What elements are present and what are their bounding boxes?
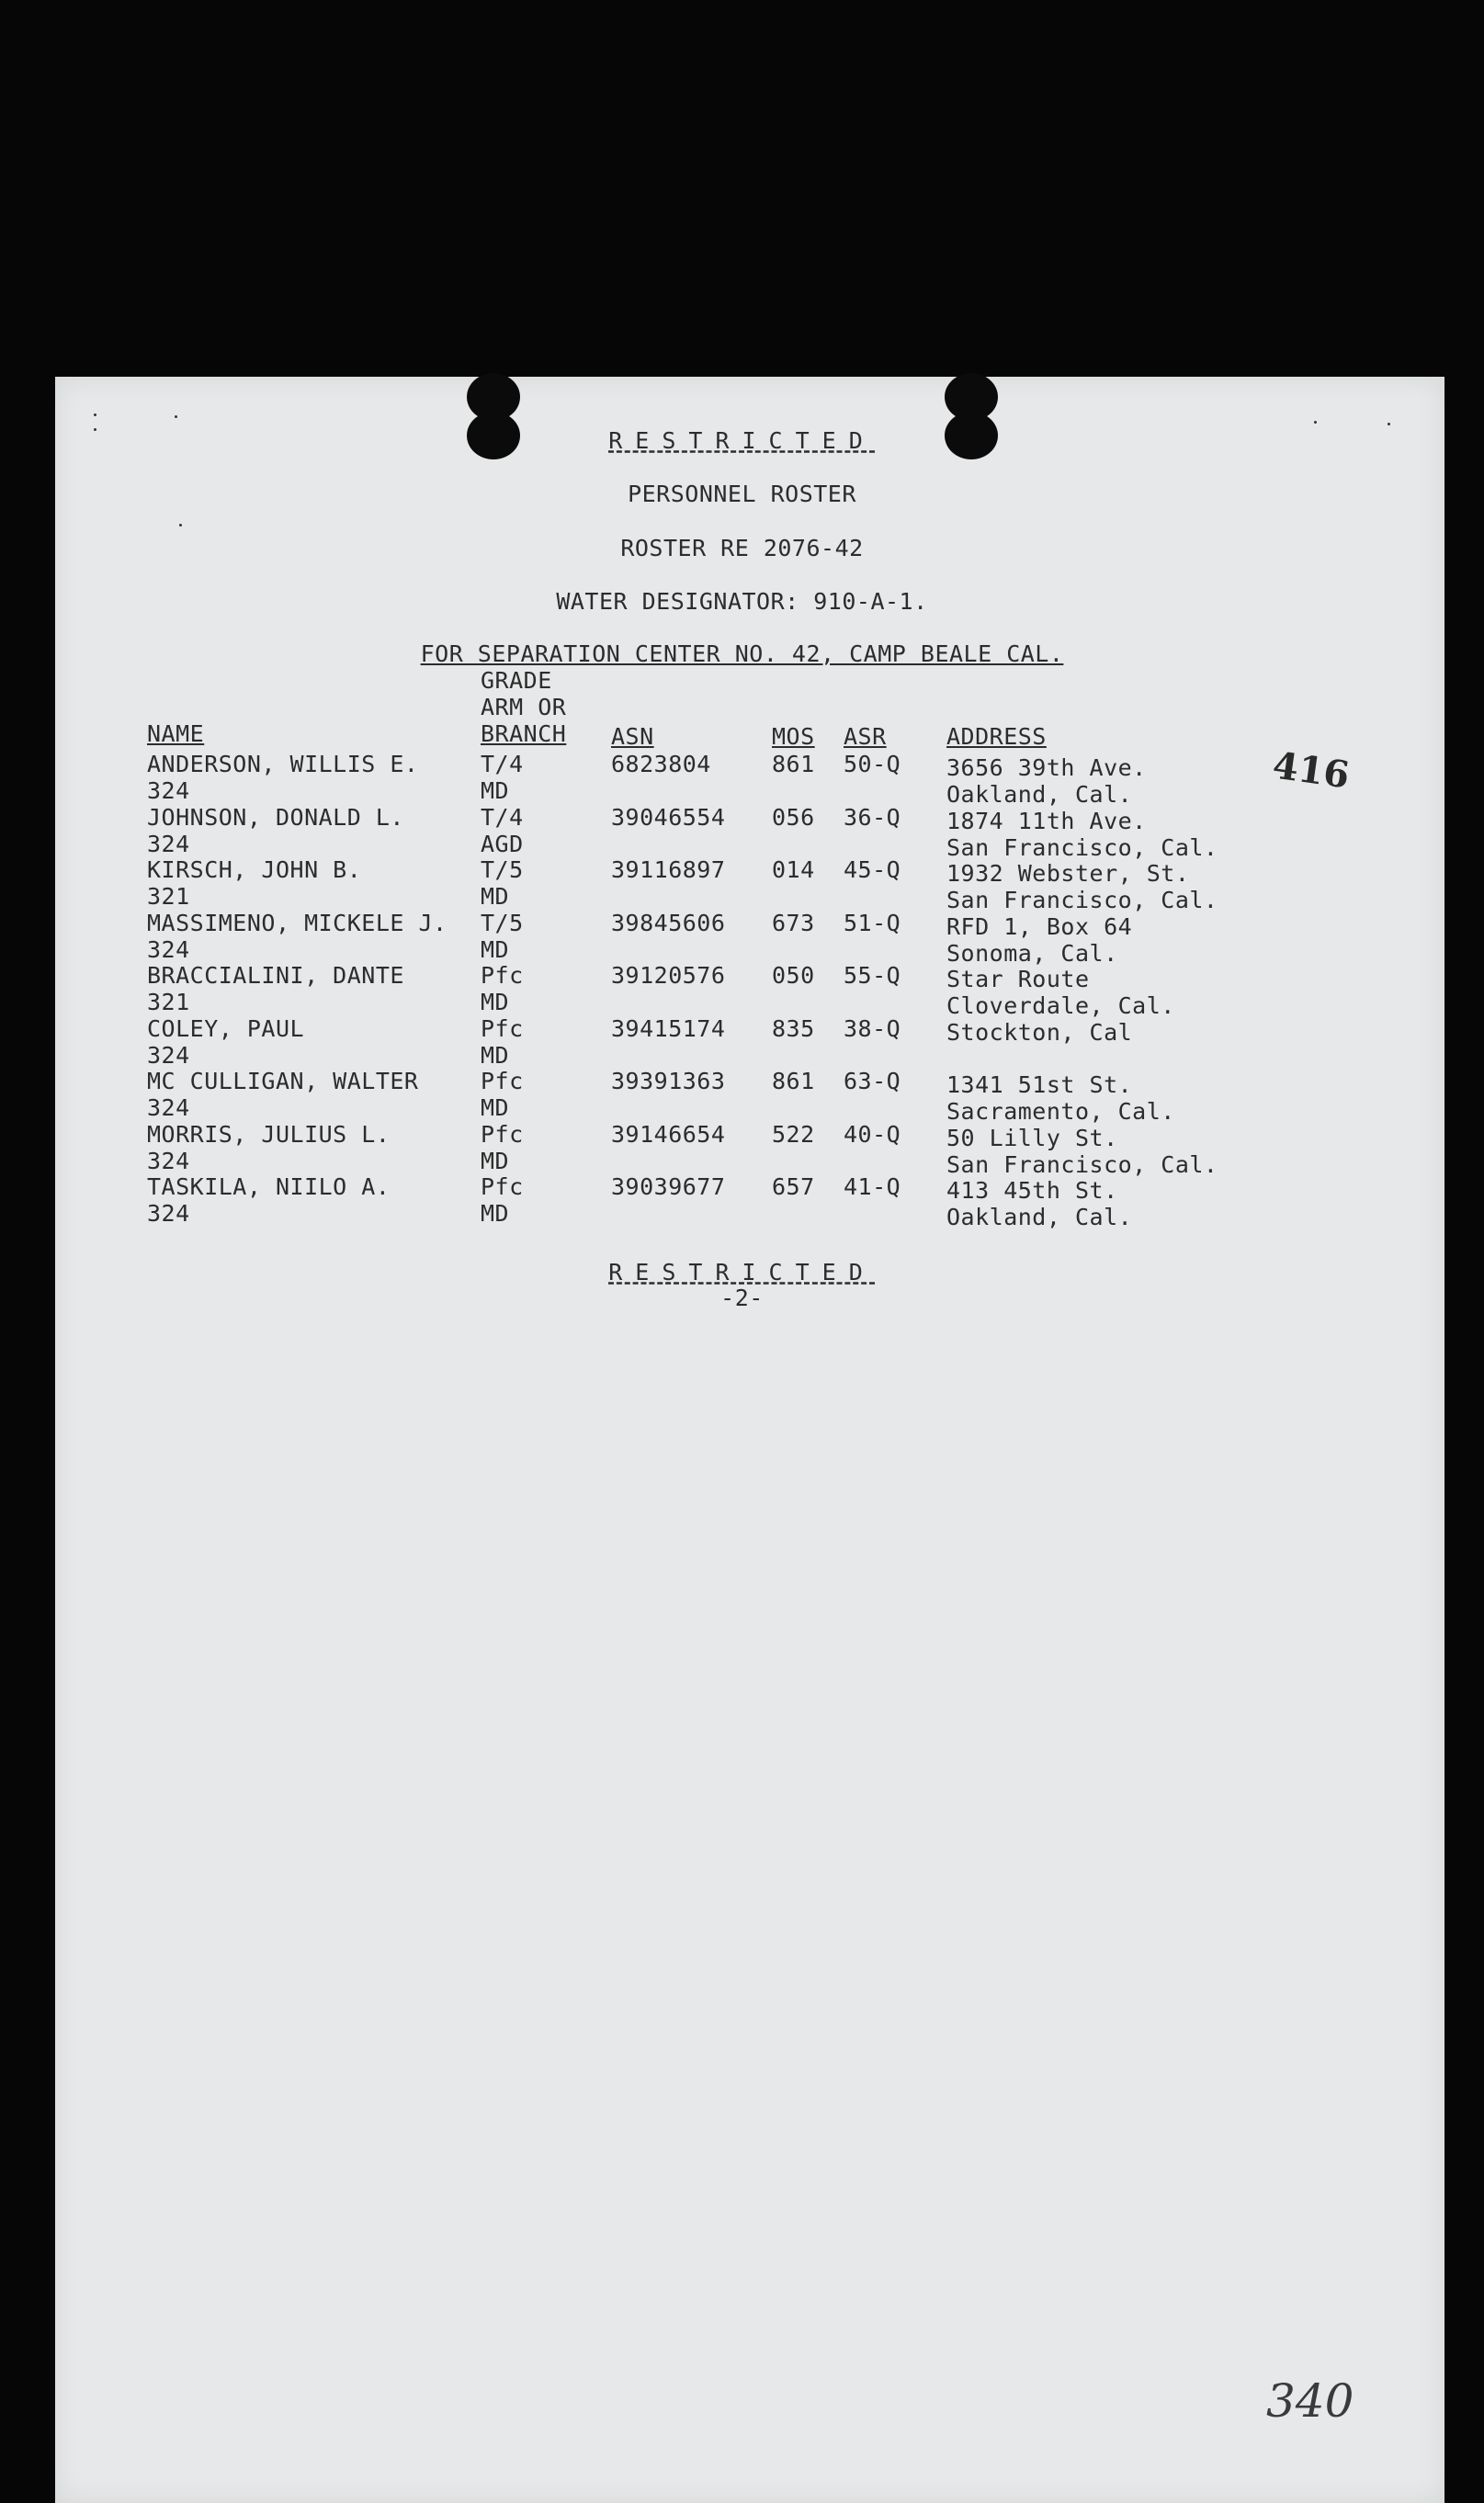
header-restricted: RESTRICTED bbox=[608, 427, 876, 454]
roster-cell-branch: MD bbox=[481, 1147, 510, 1174]
roster-cell-grade: Pfc bbox=[481, 1173, 524, 1200]
roster-cell-mos: 050 bbox=[772, 962, 815, 989]
col-grade-line2: ARM OR bbox=[481, 694, 567, 720]
roster-cell-asr: 36-Q bbox=[844, 803, 901, 831]
roster-cell-grade: Pfc bbox=[481, 1120, 524, 1148]
roster-number: ROSTER RE 2076-42 bbox=[620, 535, 864, 561]
roster-cell-asr: 38-Q bbox=[844, 1014, 901, 1042]
col-name: NAME bbox=[147, 720, 205, 747]
speck bbox=[175, 415, 177, 418]
roster-cell-branch: MD bbox=[481, 777, 510, 804]
page-number: -2- bbox=[720, 1285, 764, 1311]
roster-cell-mos: 522 bbox=[772, 1120, 815, 1148]
roster-cell-asr: 41-Q bbox=[844, 1173, 901, 1200]
col-asn: ASN bbox=[611, 723, 654, 750]
roster-cell-mos: 835 bbox=[772, 1014, 815, 1042]
roster-cell-branch: MD bbox=[481, 989, 510, 1015]
roster-cell-branch: MD bbox=[481, 1094, 510, 1121]
roster-cell-addr2: Oakland, Cal. bbox=[946, 1204, 1133, 1230]
roster-cell-branch: MD bbox=[481, 883, 510, 910]
roster-cell-branch: MD bbox=[481, 1200, 510, 1227]
stamped-number: 416 bbox=[1270, 743, 1353, 798]
roster-cell-code: 321 bbox=[147, 883, 190, 910]
roster-cell-code: 324 bbox=[147, 830, 190, 857]
roster-cell-asn: 39116897 bbox=[611, 856, 726, 883]
roster-cell-name: MC CULLIGAN, WALTER bbox=[147, 1068, 419, 1094]
roster-cell-addr1: Stockton, Cal bbox=[946, 1018, 1133, 1046]
roster-cell-addr1: 1341 51st St. bbox=[946, 1071, 1133, 1098]
roster-cell-addr2: San Francisco, Cal. bbox=[946, 1150, 1218, 1178]
roster-cell-mos: 861 bbox=[772, 1068, 815, 1094]
pencil-page-number: 340 bbox=[1266, 2374, 1354, 2428]
roster-cell-branch: MD bbox=[481, 1041, 510, 1069]
roster-cell-grade: T/5 bbox=[481, 856, 524, 883]
roster-cell-grade: Pfc bbox=[481, 962, 524, 989]
roster-cell-asn: 39391363 bbox=[611, 1068, 726, 1094]
roster-cell-addr1: 3656 39th Ave. bbox=[946, 754, 1147, 781]
roster-cell-addr1: Star Route bbox=[946, 966, 1090, 992]
roster-cell-asn: 39146654 bbox=[611, 1120, 726, 1148]
roster-cell-code: 324 bbox=[147, 1094, 190, 1121]
roster-cell-addr2: San Francisco, Cal. bbox=[946, 833, 1218, 861]
roster-cell-addr2: Cloverdale, Cal. bbox=[946, 992, 1175, 1019]
roster-cell-grade: T/5 bbox=[481, 909, 524, 936]
roster-cell-branch: MD bbox=[481, 935, 510, 963]
roster-cell-code: 324 bbox=[147, 1041, 190, 1069]
roster-cell-branch: AGD bbox=[481, 830, 524, 857]
roster-cell-code: 324 bbox=[147, 777, 190, 804]
roster-cell-asn: 39845606 bbox=[611, 909, 726, 936]
col-asr: ASR bbox=[844, 723, 887, 750]
roster-cell-code: 324 bbox=[147, 935, 190, 963]
roster-cell-mos: 657 bbox=[772, 1173, 815, 1200]
roster-cell-addr1: 413 45th St. bbox=[946, 1177, 1118, 1204]
speck bbox=[1314, 421, 1317, 424]
roster-cell-asn: 39415174 bbox=[611, 1014, 726, 1042]
roster-cell-code: 321 bbox=[147, 989, 190, 1015]
roster-cell-grade: Pfc bbox=[481, 1068, 524, 1094]
roster-cell-asn: 39046554 bbox=[611, 803, 726, 831]
roster-cell-name: MORRIS, JULIUS L. bbox=[147, 1120, 391, 1148]
roster-cell-name: TASKILA, NIILO A. bbox=[147, 1173, 391, 1200]
roster-cell-addr2: Sonoma, Cal. bbox=[946, 939, 1118, 967]
speck bbox=[1388, 423, 1390, 425]
col-mos: MOS bbox=[772, 723, 815, 750]
roster-cell-name: BRACCIALINI, DANTE bbox=[147, 962, 404, 989]
roster-cell-grade: T/4 bbox=[481, 803, 524, 831]
roster-cell-mos: 861 bbox=[772, 751, 815, 777]
roster-cell-mos: 014 bbox=[772, 856, 815, 883]
roster-cell-addr2: San Francisco, Cal. bbox=[946, 887, 1218, 913]
roster-cell-asr: 51-Q bbox=[844, 909, 901, 936]
col-grade-line1: GRADE bbox=[481, 667, 552, 694]
roster-cell-addr1: 50 Lilly St. bbox=[946, 1124, 1118, 1151]
roster-cell-addr2: Sacramento, Cal. bbox=[946, 1098, 1175, 1125]
roster-cell-name: JOHNSON, DONALD L. bbox=[147, 803, 404, 831]
roster-cell-asr: 45-Q bbox=[844, 856, 901, 883]
footer-restricted: RESTRICTED bbox=[608, 1259, 876, 1285]
water-designator: WATER DESIGNATOR: 910-A-1. bbox=[556, 588, 928, 615]
roster-cell-asn: 39039677 bbox=[611, 1173, 726, 1200]
roster-cell-name: ANDERSON, WILLIS E. bbox=[147, 751, 419, 777]
speck bbox=[179, 524, 182, 527]
roster-cell-name: KIRSCH, JOHN B. bbox=[147, 856, 362, 883]
roster-cell-name: COLEY, PAUL bbox=[147, 1014, 305, 1042]
paper-sheet bbox=[55, 377, 1444, 2503]
roster-cell-addr1: 1874 11th Ave. bbox=[946, 807, 1147, 834]
roster-cell-addr1: RFD 1, Box 64 bbox=[946, 912, 1133, 940]
roster-cell-mos: 056 bbox=[772, 803, 815, 831]
roster-cell-mos: 673 bbox=[772, 909, 815, 936]
roster-cell-asr: 55-Q bbox=[844, 962, 901, 989]
roster-cell-addr2: Oakland, Cal. bbox=[946, 781, 1133, 808]
document-title: PERSONNEL ROSTER bbox=[628, 481, 856, 507]
roster-cell-asr: 40-Q bbox=[844, 1120, 901, 1148]
roster-cell-grade: Pfc bbox=[481, 1014, 524, 1042]
roster-cell-asn: 6823804 bbox=[611, 751, 711, 777]
roster-cell-asn: 39120576 bbox=[611, 962, 726, 989]
roster-cell-code: 324 bbox=[147, 1147, 190, 1174]
roster-cell-grade: T/4 bbox=[481, 751, 524, 777]
speck bbox=[94, 413, 96, 416]
col-address: ADDRESS bbox=[946, 723, 1047, 750]
roster-cell-asr: 50-Q bbox=[844, 751, 901, 777]
roster-cell-asr: 63-Q bbox=[844, 1068, 901, 1094]
roster-cell-addr1: 1932 Webster, St. bbox=[946, 860, 1190, 887]
roster-cell-code: 324 bbox=[147, 1200, 190, 1227]
roster-cell-name: MASSIMENO, MICKELE J. bbox=[147, 909, 447, 936]
destination-line: FOR SEPARATION CENTER NO. 42, CAMP BEALE CAL. bbox=[420, 640, 1064, 667]
col-grade-line3: BRANCH bbox=[481, 720, 567, 747]
